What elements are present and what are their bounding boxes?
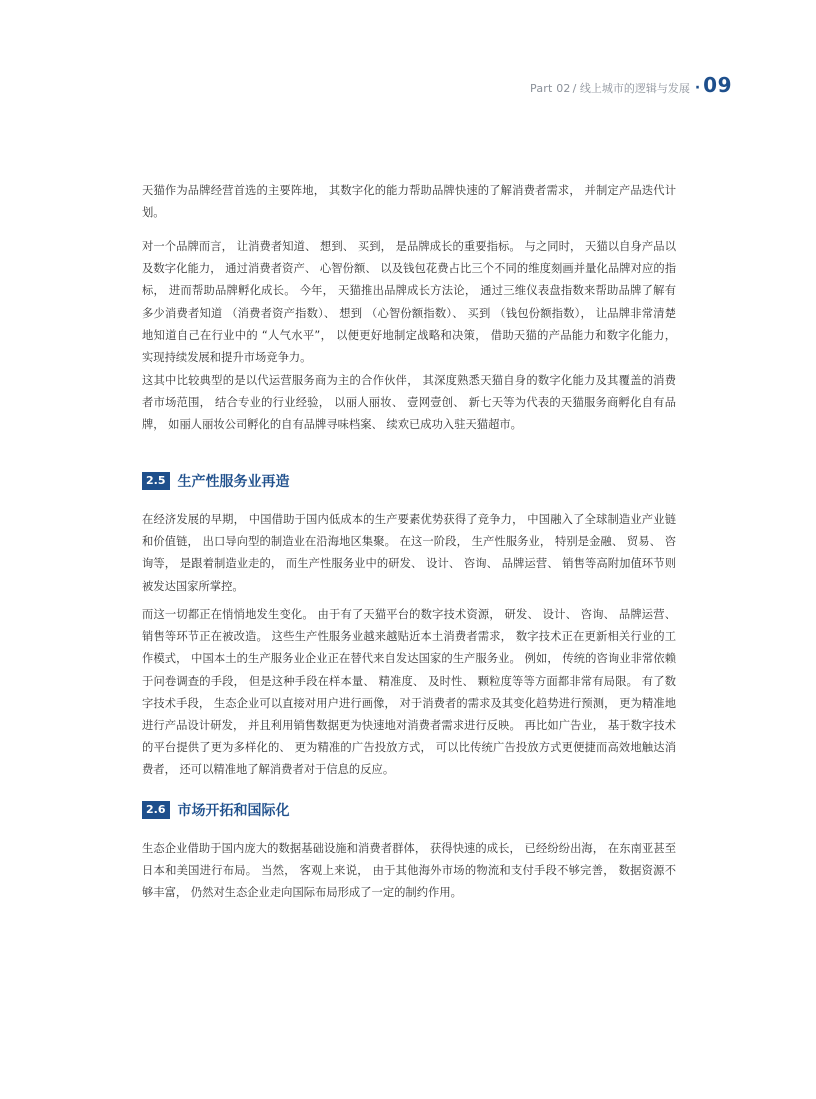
page-number: 09 (703, 73, 732, 97)
intro-paragraph-2: 对一个品牌而言， 让消费者知道、 想到、 买到， 是品牌成长的重要指标。 与之同时， 天猫以自身产品以及数字化能力， 通过消费者资产、 心智份额、 以及钱包花费占比三个不同的维度刻画并量化品牌对应的指标， 进而帮助品牌孵化成长。 今年， 天猫推出品牌成长方法论， 通过三维仪表盘指数来帮助品牌了解有多少消费者知道 （消费者资产指数）、 想到 （心智份额指数）、 买到 （钱包份额指数）， 让品牌非常清楚地知道自己在行业中的 “人气水平”， 以便更好地制定战略和决策， 借助天猫的产品能力和数字化能力， 实现持续发展和提升市场竞争力。 (142, 240, 676, 365)
section-heading-2-5 (142, 471, 290, 491)
section-2-5-paragraph-1: 在经济发展的早期， 中国借助于国内低成本的生产要素优势获得了竞争力， 中国融入了全球制造业产业链和价值链， 出口导向型的制造业在沿海地区集聚。 在这一阶段， 生产性服务业， 特别是金融、 贸易、 咨询等， 是跟着制造业走的， 而生产性服务业中的研发、 设计、 咨询、 品牌运营、 销售等高附加值环节则被发达国家所掌控。 (142, 513, 676, 593)
header-part-label: Part 02 (530, 82, 571, 95)
header-separator-dot: · (694, 80, 701, 96)
section-number-badge: 2.5 (142, 472, 170, 490)
intro-paragraph-3: 这其中比较典型的是以代运营服务商为主的合作伙伴， 其深度熟悉天猫自身的数字化能力及其覆盖的消费者市场范围， 结合专业的行业经验， 以丽人丽妆、 壹网壹创、 新七天等为代表的天猫服务商孵化自有品牌， 如丽人丽妆公司孵化的自有品牌寻味档案、 续欢已成功入驻天猫超市。 (142, 374, 676, 432)
page-header (530, 73, 732, 97)
section-title: 生产性服务业再造 (177, 474, 290, 490)
header-chapter-title: / 线上城市的逻辑与发展 (572, 82, 690, 95)
section-heading-2-6 (142, 800, 290, 820)
intro-paragraph-1: 天猫作为品牌经营首选的主要阵地， 其数字化的能力帮助品牌快速的了解消费者需求， 并制定产品迭代计划。 (142, 184, 676, 220)
section-title: 市场开拓和国际化 (177, 803, 290, 819)
section-number-badge: 2.6 (142, 801, 170, 819)
section-2-6-paragraph-1: 生态企业借助于国内庞大的数据基础设施和消费者群体， 获得快速的成长， 已经纷纷出海， 在东南亚甚至日本和美国进行布局。 当然， 客观上来说， 由于其他海外市场的物流和支付手段不够完善， 数据资源不够丰富， 仍然对生态企业走向国际布局形成了一定的制约作用。 (142, 842, 676, 900)
section-2-5-paragraph-2: 而这一切都正在悄悄地发生变化。 由于有了天猫平台的数字技术资源， 研发、 设计、 咨询、 品牌运营、 销售等环节正在被改造。 这些生产性服务业越来越贴近本土消费者需求， 数字技术正在更新相关行业的工作模式， 中国本土的生产服务业企业正在替代来自发达国家的生产服务业。 例如， 传统的咨询业非常依赖于问卷调查的手段， 但是这种手段在样本量、 精准度、 及时性、 颗粒度等等方面都非常有局限。 有了数字技术手段， 生态企业可以直接对用户进行画像， 对于消费者的需求及其变化趋势进行预测， 更为精准地进行产品设计研发， 并且利用销售数据更为快速地对消费者需求进行反映。 再比如广告业， 基于数字技术的平台提供了更为多样化的、 更为精准的广告投放方式， 可以比传统广告投放方式更便捷而高效地触达消费者， 还可以精准地了解消费者对于信息的反应。 (142, 608, 676, 777)
